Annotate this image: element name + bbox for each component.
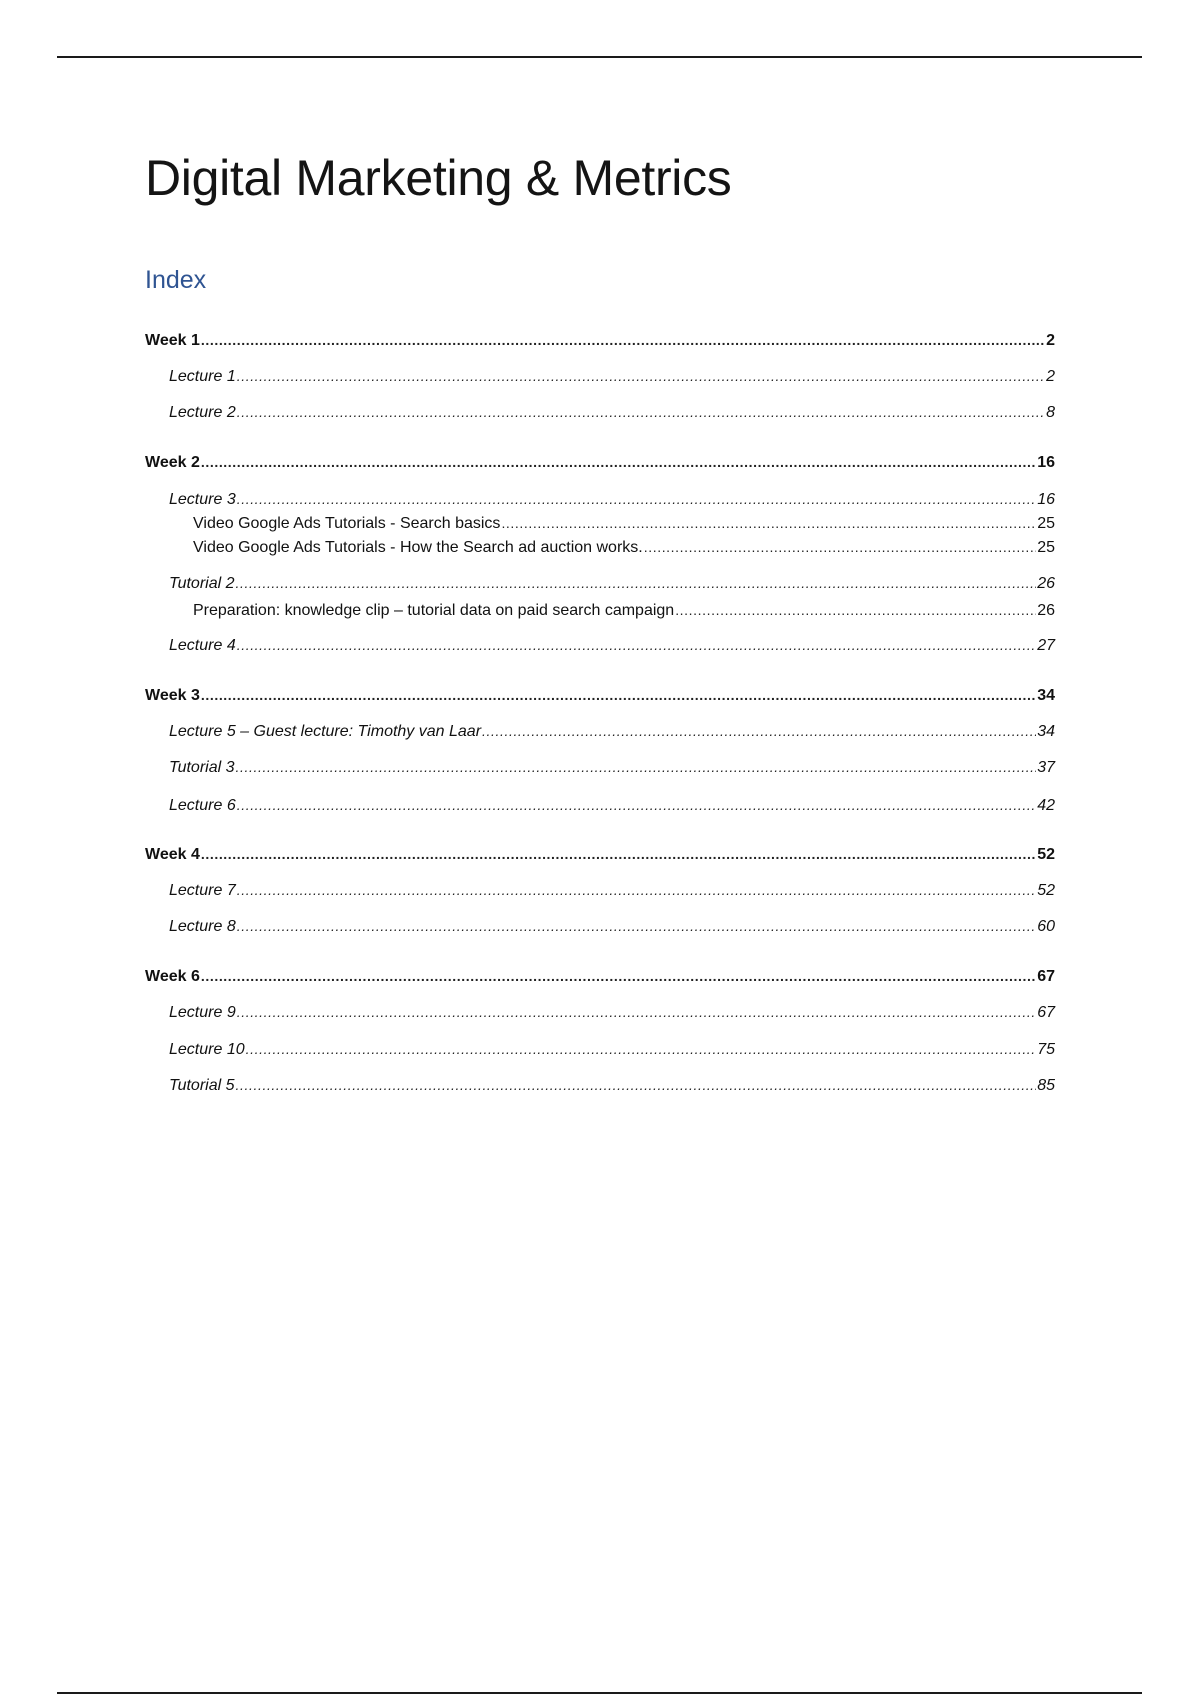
toc-entry-video-ad-auction[interactable] xyxy=(193,535,1055,559)
toc-entry-page: 2 xyxy=(1046,332,1055,349)
toc-entry-lecture-9[interactable] xyxy=(169,1000,1055,1024)
toc-entry-page: 8 xyxy=(1046,404,1055,421)
toc-entry-lecture-1[interactable] xyxy=(169,364,1055,388)
toc-entry-lecture-8[interactable] xyxy=(169,914,1055,938)
dot-leader xyxy=(237,1000,1036,1024)
toc-entry-lecture-3[interactable] xyxy=(169,487,1055,511)
toc-entry-lecture-10[interactable] xyxy=(169,1037,1055,1061)
toc-entry-week-4[interactable] xyxy=(145,842,1055,866)
toc-entry-label: Lecture 4 xyxy=(169,637,236,654)
toc-entry-label: Video Google Ads Tutorials - How the Search ad auction works. xyxy=(193,539,643,556)
table-of-contents xyxy=(145,0,1055,1700)
toc-entry-page: 60 xyxy=(1037,918,1055,935)
toc-entry-label: Lecture 6 xyxy=(169,797,236,814)
dot-leader xyxy=(201,450,1036,474)
toc-entry-lecture-4[interactable] xyxy=(169,633,1055,657)
toc-entry-week-2[interactable] xyxy=(145,450,1055,474)
toc-entry-lecture-2[interactable] xyxy=(169,400,1055,424)
toc-entry-label: Tutorial 5 xyxy=(169,1077,235,1094)
dot-leader xyxy=(236,755,1037,779)
toc-entry-label: Preparation: knowledge clip – tutorial data on paid search campaign xyxy=(193,602,675,619)
toc-entry-page: 67 xyxy=(1037,968,1055,985)
dot-leader xyxy=(201,964,1036,988)
dot-leader xyxy=(482,719,1036,743)
dot-leader xyxy=(237,400,1045,424)
toc-entry-tutorial-3[interactable] xyxy=(169,755,1055,779)
toc-entry-label: Lecture 8 xyxy=(169,918,236,935)
toc-entry-page: 34 xyxy=(1037,723,1055,740)
toc-entry-label: Week 1 xyxy=(145,332,200,349)
dot-leader xyxy=(236,571,1037,595)
dot-leader xyxy=(237,914,1036,938)
dot-leader xyxy=(675,598,1036,622)
dot-leader xyxy=(201,842,1036,866)
dot-leader xyxy=(236,1073,1037,1097)
document-title: Digital Marketing & Metrics xyxy=(145,150,732,206)
toc-entry-page: 67 xyxy=(1037,1004,1055,1021)
toc-entry-page: 26 xyxy=(1037,602,1055,619)
toc-entry-label: Week 4 xyxy=(145,846,200,863)
toc-entry-page: 52 xyxy=(1037,882,1055,899)
toc-entry-page: 85 xyxy=(1037,1077,1055,1094)
dot-leader xyxy=(246,1037,1037,1061)
toc-entry-page: 2 xyxy=(1046,368,1055,385)
toc-entry-label: Lecture 10 xyxy=(169,1041,245,1058)
toc-entry-label: Week 6 xyxy=(145,968,200,985)
toc-entry-page: 26 xyxy=(1037,575,1055,592)
toc-entry-lecture-5[interactable] xyxy=(169,719,1055,743)
toc-entry-tutorial-2[interactable] xyxy=(169,571,1055,595)
dot-leader xyxy=(237,633,1036,657)
toc-entry-label: Lecture 2 xyxy=(169,404,236,421)
toc-entry-page: 16 xyxy=(1037,454,1055,471)
toc-entry-video-search-basics[interactable] xyxy=(193,511,1055,535)
toc-entry-lecture-7[interactable] xyxy=(169,878,1055,902)
toc-entry-label: Lecture 5 – Guest lecture: Timothy van Laar xyxy=(169,723,482,740)
dot-leader xyxy=(201,328,1045,352)
toc-entry-page: 52 xyxy=(1037,846,1055,863)
dot-leader xyxy=(501,511,1036,535)
toc-entry-page: 37 xyxy=(1037,759,1055,776)
toc-entry-page: 42 xyxy=(1037,797,1055,814)
toc-entry-label: Week 2 xyxy=(145,454,200,471)
toc-entry-page: 34 xyxy=(1037,687,1055,704)
toc-entry-page: 16 xyxy=(1037,491,1055,508)
toc-entry-week-1[interactable] xyxy=(145,328,1055,352)
toc-entry-label: Video Google Ads Tutorials - Search basics xyxy=(193,515,501,532)
index-heading: Index xyxy=(145,266,207,294)
toc-entry-label: Lecture 7 xyxy=(169,882,236,899)
toc-entry-label: Tutorial 2 xyxy=(169,575,235,592)
dot-leader xyxy=(237,793,1036,817)
dot-leader xyxy=(644,535,1036,559)
toc-entry-preparation-knowledge-clip[interactable] xyxy=(193,598,1055,622)
dot-leader xyxy=(201,683,1036,707)
toc-entry-page: 75 xyxy=(1037,1041,1055,1058)
toc-entry-lecture-6[interactable] xyxy=(169,793,1055,817)
toc-entry-label: Lecture 9 xyxy=(169,1004,236,1021)
toc-entry-label: Week 3 xyxy=(145,687,200,704)
toc-entry-label: Tutorial 3 xyxy=(169,759,235,776)
toc-entry-page: 27 xyxy=(1037,637,1055,654)
dot-leader xyxy=(237,364,1045,388)
dot-leader xyxy=(237,878,1036,902)
toc-entry-week-6[interactable] xyxy=(145,964,1055,988)
footer-rule xyxy=(57,1692,1142,1694)
dot-leader xyxy=(237,487,1036,511)
toc-entry-label: Lecture 1 xyxy=(169,368,236,385)
toc-entry-week-3[interactable] xyxy=(145,683,1055,707)
toc-entry-tutorial-5[interactable] xyxy=(169,1073,1055,1097)
toc-entry-page: 25 xyxy=(1037,539,1055,556)
toc-entry-page: 25 xyxy=(1037,515,1055,532)
toc-entry-label: Lecture 3 xyxy=(169,491,236,508)
